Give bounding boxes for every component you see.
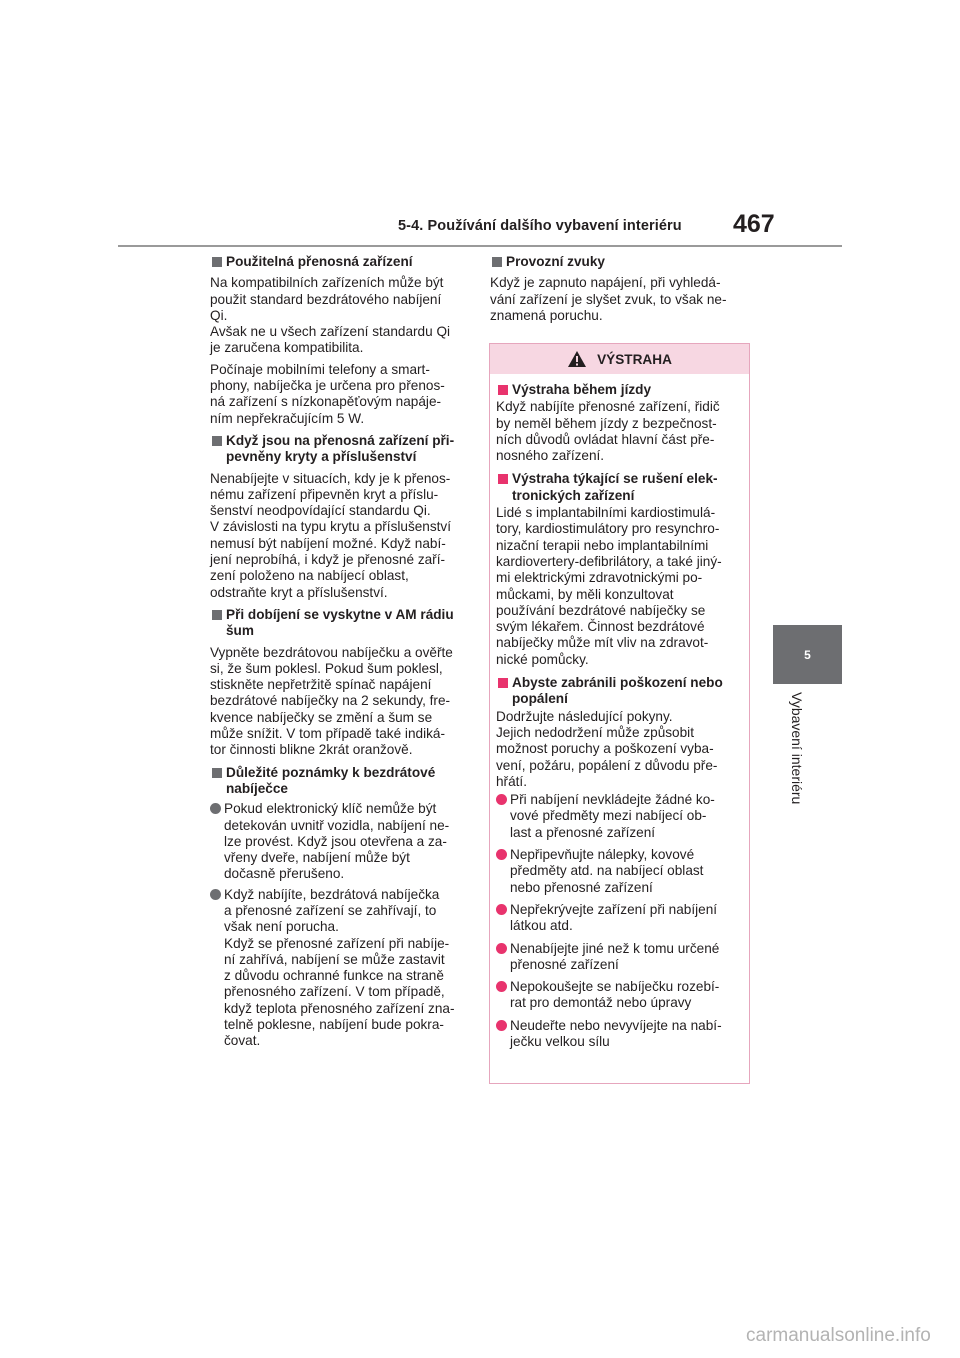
list-item: Neudeřte nebo nevyvíjejte na nabí- ječku velkou sílu	[496, 1018, 743, 1051]
warning-title: VÝSTRAHA	[597, 351, 672, 367]
list-item: Při nabíjení nevkládejte žádné ko- vové předměty mezi nabíjecí ob- last a přenosné zařízení	[496, 792, 743, 841]
paragraph: Když nabíjíte přenosné zařízení, řidič by neměl během jízdy z bezpečnost- ních důvodů ovládat hlavní část pře- nosného zařízení.	[496, 399, 720, 464]
circle-bullet-icon	[496, 794, 507, 805]
watermark: carmanualsonline.info	[746, 1325, 931, 1346]
section-heading: Výstraha během jízdy	[496, 382, 743, 398]
square-bullet-icon	[492, 257, 502, 267]
square-bullet-icon	[498, 474, 508, 484]
chapter-tab[interactable]	[773, 625, 842, 684]
circle-bullet-icon	[496, 1020, 507, 1031]
paragraph: Nenabíjejte v situacích, kdy je k přenos- nému zařízení připevněn kryt a příslu- šenství neodpovídající standardu Qi. V závislosti na typu krytu a příslušenství nemusí být nabíjení možné. Když nabí- jení neprobíhá, i když je přenosné zaří- zení položeno na nabíjecí oblast, odstraňte kryt a příslušenství.	[210, 470, 452, 600]
paragraph: Dodržujte následující pokyny. Jejich nedodržení může způsobit možnost poruchy a poškození vyba- vení, požáru, popálení z důvodu pře- hřátí.	[496, 708, 718, 789]
square-bullet-icon	[212, 610, 222, 620]
circle-bullet-icon	[496, 943, 507, 954]
circle-bullet-icon	[496, 981, 507, 992]
warning-header	[490, 344, 749, 374]
chapter-number: 5	[804, 647, 811, 662]
warning-body	[490, 374, 749, 1050]
chapter-title: Vybavení interiéru	[789, 692, 805, 805]
section-heading: Výstraha týkající se rušení elek- tronických zařízení	[496, 471, 743, 504]
section-title: 5-4. Používání dalšího vybavení interiéru	[398, 218, 682, 234]
left-column	[210, 254, 468, 1050]
list-item: Nepřekrývejte zařízení při nabíjení látkou atd.	[496, 902, 743, 935]
paragraph: Když je zapnuto napájení, při vyhledá- vání zařízení je slyšet zvuk, to však ne- znamená poruchu.	[490, 275, 727, 323]
list-item: Pokud elektronický klíč nemůže být detekován uvnitř vozidla, nabíjení ne- lze provést. Když jsou otevřena a za- vřeny dveře, nabíjení může být dočasně přerušeno.	[210, 801, 468, 882]
right-column	[490, 254, 752, 324]
section-heading: Při dobíjení se vyskytne v AM rádiu šum	[210, 607, 468, 640]
circle-bullet-icon	[496, 849, 507, 860]
list-item: Nepřipevňujte nálepky, kovové předměty atd. na nabíjecí oblast nebo přenosné zařízení	[496, 847, 743, 896]
list-item: Nenabíjejte jiné než k tomu určené přenosné zařízení	[496, 941, 743, 974]
list-item: Nepokoušejte se nabíječku rozebí- rat pro demontáž nebo úpravy	[496, 979, 743, 1012]
circle-bullet-icon	[496, 904, 507, 915]
warning-box	[489, 343, 750, 1084]
page-number: 467	[733, 210, 775, 238]
list-item: Když nabíjíte, bezdrátová nabíječka a přenosné zařízení se zahřívají, to však není porucha. Když se přenosné zařízení při nabíje- ní zahřívá, nabíjení se může zastavit z důvodu ochranné funkce na straně přenosného zařízení. V tom případě, když teplota přenosného zařízení zna- telně poklesne, nabíjení bude pokra- čovat.	[210, 887, 468, 1050]
section-heading: Důležité poznámky k bezdrátové nabíječce	[210, 765, 468, 798]
paragraph: Počínaje mobilními telefony a smart- phony, nabíječka je určena pro přenos- ná zařízení s nízkonapěťovým napáje- ním nepřekračujícím 5 W.	[210, 361, 445, 426]
circle-bullet-icon	[210, 803, 221, 814]
paragraph: Lidé s implantabilními kardiostimulá- tory, kardiostimulátory pro resynchro- nizační terapii nebo implantabilními kardiovertery-defibrilátory, a také jiný- mi elektrickými zdravotnickými po- můckami, by měli konzultovat používání bezdrátové nabíječky se svým lékařem. Činnost bezdrátové nabíječky může mít vliv na zdravot- nické pomůcky.	[496, 505, 722, 667]
header-divider	[118, 245, 842, 247]
warning-triangle-icon	[567, 350, 587, 368]
square-bullet-icon	[212, 436, 222, 446]
square-bullet-icon	[498, 678, 508, 688]
paragraph: Na kompatibilních zařízeních může být použit standard bezdrátového nabíjení Qi. Avšak ne u všech zařízení standardu Qi je zaručena kompatibilita.	[210, 275, 451, 356]
section-heading: Abyste zabránili poškození nebo popálení	[496, 675, 743, 708]
section-heading: Použitelná přenosná zařízení	[210, 254, 468, 270]
circle-bullet-icon	[210, 889, 221, 900]
section-heading: Provozní zvuky	[490, 254, 752, 270]
section-heading: Když jsou na přenosná zařízení při- pevněny kryty a příslušenství	[210, 433, 468, 466]
square-bullet-icon	[498, 385, 508, 395]
square-bullet-icon	[212, 768, 222, 778]
paragraph: Vypněte bezdrátovou nabíječku a ověřte si, že šum poklesl. Pokud šum poklesl, stiskněte nepřetržitě spínač napájení bezdrátové nabíječky na 2 sekundy, fre- kvence nabíječky se změní a šum se může snížit. V tom případě také indiká- tor činnosti blikne 2krát oranžově.	[210, 644, 453, 758]
square-bullet-icon	[212, 257, 222, 267]
